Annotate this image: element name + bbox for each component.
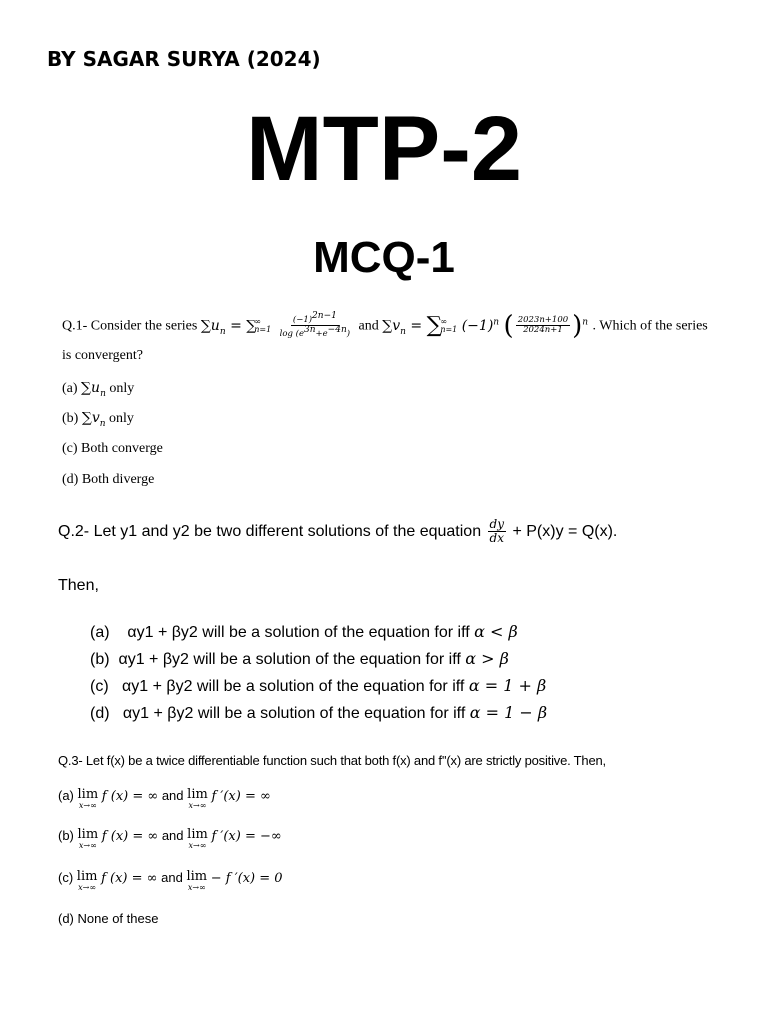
q1-series-u: $\sum u_n$ = ∑ ∞ n=1 $\frac{(-1)^{2n-1}}{\log (e^{3n}+e^{-4n})}$ <box>200 311 351 339</box>
q2-option-a: (a) αy1 + βy2 will be a solution of the equation for iff α < β <box>90 622 518 641</box>
q2-lead: Q.2- Let y1 and y2 be two different solutions of the equation <box>58 522 482 540</box>
q1-line1 <box>62 312 708 339</box>
author-line: BY SAGAR SURYA (2024) <box>47 47 321 71</box>
q1-tail: . Which of the series <box>592 318 708 334</box>
q3-option-a: (a) lim x→∞ f (x) = ∞ and lim x→∞ f ′(x) = ∞ <box>58 787 271 810</box>
q1-option-d: (d) Both diverge <box>62 472 155 487</box>
q2-lead-line <box>58 518 617 545</box>
q1-option-a: (a) $\sum u_n$ only <box>62 380 135 399</box>
q3-lead: Q.3- Let f(x) be a twice differentiable function such that both f(x) and f''(x) are strictly positive. Then, <box>58 753 606 768</box>
page-subtitle: MCQ-1 <box>313 233 455 282</box>
q1-option-c: (c) Both converge <box>62 441 163 456</box>
q2-tail: + P(x)y = Q(x). <box>512 522 618 540</box>
q2-option-d: (d) αy1 + βy2 will be a solution of the equation for iff α = 1 − β <box>90 703 548 722</box>
q2-option-c: (c) αy1 + βy2 will be a solution of the equation for iff α = 1 + β <box>90 676 547 695</box>
q1-line2: is convergent? <box>62 348 143 363</box>
page-title: MTP-2 <box>246 98 522 200</box>
q1-and: and <box>358 318 379 334</box>
q2-then: Then, <box>58 577 99 594</box>
q1-lead: Q.1- Consider the series <box>62 318 198 334</box>
q2-derivative: $\frac{dy}{dx}$ <box>489 517 505 546</box>
q3-option-b: (b) lim x→∞ f (x) = ∞ and lim x→∞ f ′(x) = −∞ <box>58 827 282 850</box>
q3-option-c: (c) lim x→∞ f (x) = ∞ and lim x→∞ − f ′(x) = 0 <box>58 869 283 892</box>
q1-option-b: (b) $\sum v_n$ only <box>62 410 134 429</box>
q1-series-v: $\sum v_n$ = ∑ ∞ n=1 $(-1)^n$ ( $\frac{2023n+100}{2024n+1}$ )$^n$ <box>382 310 589 341</box>
q3-option-d: (d) None of these <box>58 911 159 926</box>
q2-option-b: (b) αy1 + βy2 will be a solution of the equation for iff α > β <box>90 649 509 668</box>
